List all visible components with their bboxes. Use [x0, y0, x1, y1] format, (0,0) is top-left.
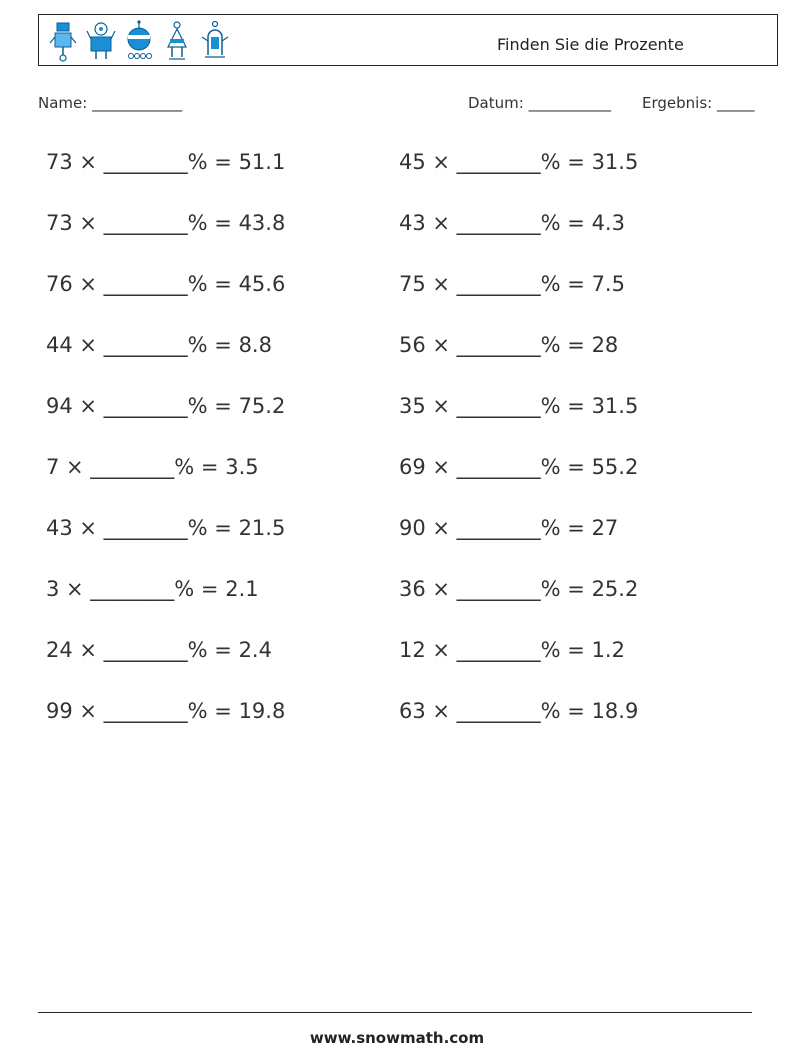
problem-left-6: 7 × ________% = 3.5	[46, 455, 259, 479]
problem-left-10: 99 × ________% = 19.8	[46, 699, 286, 723]
problem-left-1: 73 × ________% = 51.1	[46, 150, 286, 174]
problem-right-2: 43 × ________% = 4.3	[399, 211, 625, 235]
problem-right-6: 69 × ________% = 55.2	[399, 455, 639, 479]
problem-right-8: 36 × ________% = 25.2	[399, 577, 639, 601]
worksheet-title: Finden Sie die Prozente	[497, 35, 684, 54]
robot-icon-2	[85, 19, 117, 63]
problem-right-1: 45 × ________% = 31.5	[399, 150, 639, 174]
problem-left-3: 76 × ________% = 45.6	[46, 272, 286, 296]
problem-left-2: 73 × ________% = 43.8	[46, 211, 286, 235]
problem-right-5: 35 × ________% = 31.5	[399, 394, 639, 418]
footer-divider	[38, 1012, 752, 1013]
date-field-label: Datum: ___________	[468, 94, 612, 112]
robot-icon-3	[123, 19, 155, 63]
robot-icons	[47, 19, 231, 63]
problem-left-5: 94 × ________% = 75.2	[46, 394, 286, 418]
problem-right-9: 12 × ________% = 1.2	[399, 638, 625, 662]
robot-icon-1	[47, 19, 79, 63]
problem-left-8: 3 × ________% = 2.1	[46, 577, 259, 601]
problem-right-4: 56 × ________% = 28	[399, 333, 619, 357]
problem-left-7: 43 × ________% = 21.5	[46, 516, 286, 540]
header-box	[38, 14, 778, 66]
robot-icon-4	[161, 19, 193, 63]
footer-site-link[interactable]: www.snowmath.com	[309, 1029, 485, 1047]
problem-right-7: 90 × ________% = 27	[399, 516, 619, 540]
robot-icon-5	[199, 19, 231, 63]
score-field-label: Ergebnis: _____	[642, 94, 755, 112]
problem-left-9: 24 × ________% = 2.4	[46, 638, 272, 662]
name-field-label: Name: ____________	[38, 94, 183, 112]
problem-left-4: 44 × ________% = 8.8	[46, 333, 272, 357]
problem-right-3: 75 × ________% = 7.5	[399, 272, 625, 296]
problem-right-10: 63 × ________% = 18.9	[399, 699, 639, 723]
